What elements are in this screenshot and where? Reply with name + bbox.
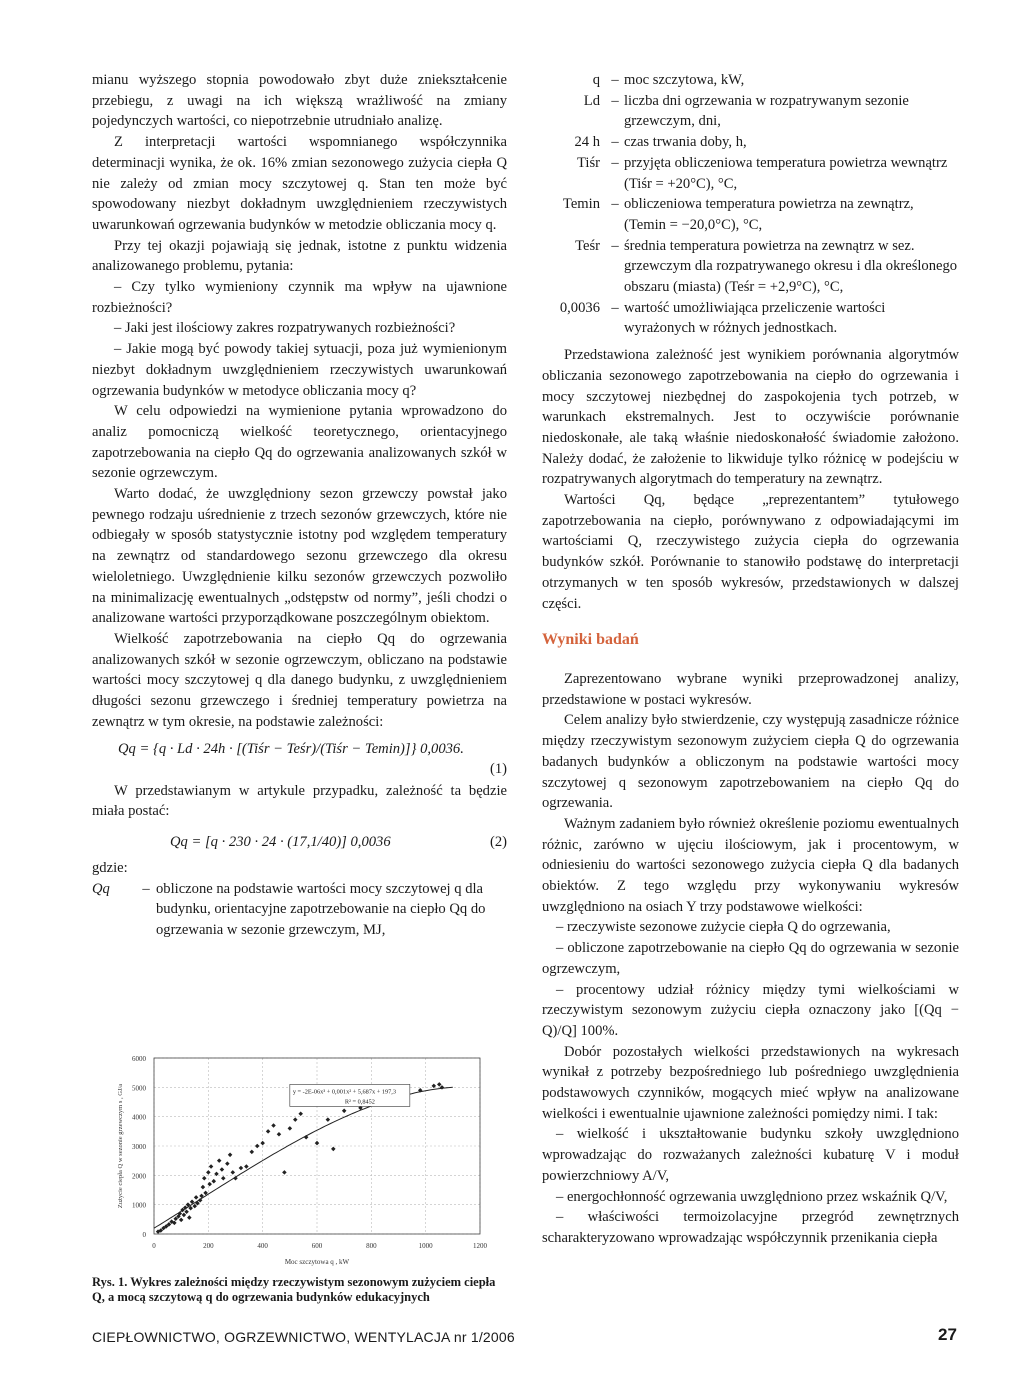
- data-point: [206, 1170, 211, 1175]
- variable-definition: Temin – obliczeniowa temperatura powietrza na zewnątrz, (Temin = −20,0°C), °C,: [542, 194, 959, 235]
- paragraph: Wielkość zapotrzebowania na ciepło Qq do ogrzewania analizowanych szkół w sezonie ogrzewczym, obliczano na podstawie wartości mocy szczytowej q dla danego budynku, z uwzględnieniem długości sezonu grzewczego i średniej temperatury powietrza na zewnątrz w tym okresie, na podstawie zależności:: [92, 630, 507, 730]
- data-point: [293, 1117, 298, 1122]
- definition-symbol: Teśr: [575, 237, 600, 254]
- data-point: [239, 1166, 244, 1171]
- right-column: [542, 70, 959, 1249]
- y-tick-label: 6000: [132, 1055, 146, 1063]
- trend-equation: y = -2E-06x³ + 0,001x² + 5,687x + 197,3: [292, 1088, 397, 1096]
- definition-symbol: Ld: [583, 92, 600, 109]
- paragraph: Zaprezentowano wybrane wyniki przeprowadzonej analizy, przedstawione w postaci wykresów.: [542, 670, 959, 708]
- x-tick-label: 200: [203, 1242, 214, 1250]
- x-tick-label: 800: [366, 1242, 377, 1250]
- definition-text: liczba dni ogrzewania w rozpatrywanym sezonie grzewczym, dni,: [624, 92, 909, 130]
- variable-definition: Ld – liczba dni ogrzewania w rozpatrywanym sezonie grzewczym, dni,: [542, 91, 959, 132]
- gdzie-label: gdzie:: [92, 859, 128, 876]
- data-point: [250, 1150, 255, 1155]
- y-tick-label: 4000: [132, 1113, 146, 1122]
- trendline: [154, 1087, 453, 1228]
- list-item: – procentowy udział różnicy między tymi wielkościami w rzeczywistym sezonowym zużyciu ciepła oznaczony jako [(Qq − Q)/Q] 100%.: [542, 981, 959, 1039]
- data-point: [209, 1164, 214, 1169]
- paragraph: Przedstawiona zależność jest wynikiem porównania algorytmów obliczania sezonowego zapotrzebowania na ciepło do ogrzewania i mocy szczytowej niezbędnej do zaspokojenia tych potrzeb, w warunkach ekstremalnych. Jest to oczywiście porównanie niedoskonałe, ale taką właśnie niedoskonałość świadomie założono. Należy dodać, że założenie to likwiduje tylko różnicę w podejściu w rozpatrywanych algorytmach do temperatury na zewnątrz.: [542, 347, 959, 488]
- y-tick-label: 2000: [132, 1172, 146, 1181]
- definition-symbol: 0,0036: [559, 299, 600, 316]
- paragraph: Wartości Qq, będące „reprezentantem” tytułowego zapotrzebowania na ciepło, porównywano z odpowiadającymi im wartościami Q, rzeczywistego zużycia ciepła do ogrzewania budynków szkół. Porównanie to stanowiło podstawę do interpretacji otrzymanych w ten sposób wykresów, przedstawionych w dalszej części.: [542, 492, 959, 612]
- formula-2-number: (2): [489, 833, 507, 850]
- data-point: [282, 1170, 287, 1175]
- definition-symbol: Temin: [562, 196, 600, 213]
- y-tick-label: 3000: [132, 1143, 146, 1151]
- variable-definition: 0,0036 – wartość umożliwiająca przeliczenie wartości wyrażonych w różnych jednostkach.: [542, 298, 959, 339]
- data-point: [244, 1164, 249, 1169]
- y-tick-label: 5000: [132, 1084, 146, 1093]
- data-point: [342, 1109, 347, 1114]
- left-column: [92, 70, 507, 941]
- data-point: [212, 1179, 217, 1184]
- definition-symbol: Qq: [92, 880, 110, 897]
- page-number: 27: [938, 1325, 957, 1344]
- definition-text: przyjęta obliczeniowa temperatura powietrza wewnątrz (Tiśr = +20°C), °C,: [624, 154, 948, 192]
- data-point: [315, 1141, 320, 1146]
- data-point: [201, 1185, 206, 1190]
- data-point: [255, 1144, 260, 1149]
- paragraph: Dobór pozostałych wielkości przedstawionych na wykresach wynikał z potrzeby bezpośredniego lub pośredniego uwzględnienia podstawowych czynników, mogących mieć wpływ na analizowane wielkości i ewentualnie ujawnione zależności pomiędzy nimi. I tak:: [542, 1043, 959, 1122]
- definition-qq: Qq – obliczone na podstawie wartości mocy szczytowej q dla budynku, orientacyjne zapotrzebowanie na ciepło Qq do ogrzewania w sezonie grzewczym, MJ,: [92, 879, 507, 941]
- variable-definitions: [542, 70, 959, 339]
- definition-text: moc szczytowa, kW,: [624, 72, 745, 88]
- question: – Czy tylko wymieniony czynnik ma wpływ na ujawnione rozbieżności?: [92, 279, 507, 316]
- paragraph: Przy tej okazji pojawiają się jednak, istotne z punktu widzenia analizowanego problemu, pytania:: [92, 237, 507, 275]
- x-tick-label: 600: [311, 1242, 323, 1250]
- question: – Jaki jest ilościowy zakres rozpatrywanych rozbieżności?: [114, 320, 456, 337]
- data-point: [221, 1176, 226, 1181]
- variable-definition: q – moc szczytowa, kW,: [542, 70, 959, 91]
- paragraph: Z interpretacji wartości wspomnianego współczynnika determinacji wynika, że ok. 16% zmian sezonowego zużycia ciepła Q nie zależy od zmian mocy szczytowej q. Stan ten może być spowodowany niezbyt dokładnym uwzględnieniem rzeczywistych uwarunkowań ogrzewania budynków w metodzie obliczania mocy q.: [92, 134, 507, 233]
- variable-definition: Teśr – średnia temperatura powietrza na zewnątrz w sez. grzewczym dla rozpatrywanego okresu i dla określonego obszaru (miasta) (Teśr = +2,9°C), °C,: [542, 236, 959, 298]
- paragraph: Ważnym zadaniem było również określenie poziomu ewentualnych różnic, zarówno w ujęciu ilościowym, jak i procentowym, w odniesieniu do wartości sezonowego zużycia ciepła Q dla badanych obiektów. Z tego względu przy wykonywaniu wykresów uwzględniono na osiach Y trzy podstawowe wielkości:: [542, 815, 959, 915]
- data-point: [437, 1082, 442, 1087]
- list-item: – właściwości termoizolacyjne przegród zewnętrznych scharakteryzowano wprowadzając współczynnik przenikania ciepła: [542, 1209, 959, 1246]
- data-point: [184, 1209, 189, 1214]
- data-point: [288, 1126, 293, 1131]
- definition-text: obliczone na podstawie wartości mocy szczytowej q dla budynku, orientacyjne zapotrzebowanie na ciepło Qq do ogrzewania w sezonie grzewczym, MJ,: [156, 880, 486, 939]
- paragraph: Warto dodać, że uwzględniony sezon grzewczy powstał jako pewnego rodzaju uśrednienie z trzech sezonów grzewczych, które nie odbiegały w sposób statystycznie istotny pod względem temperatury na zewnątrz od standardowego sezonu grzewczego dla okresu wieloletniego. Uwzględnienie kilku sezonów grzewczych pozwoliło na minimalizację ewentualnych „odstępstw od normy”, jeśli chodzi o analizowane wartości przyporządkowane poszczególnym obiektom.: [92, 486, 507, 627]
- data-point: [194, 1195, 199, 1200]
- data-point: [271, 1123, 276, 1128]
- x-tick-label: 1000: [418, 1242, 433, 1250]
- data-point: [326, 1117, 331, 1122]
- variable-definition: 24 h – czas trwania doby, h,: [542, 132, 959, 153]
- list-item: – rzeczywiste sezonowe zużycie ciepła Q do ogrzewania,: [556, 919, 891, 936]
- formula-1: [92, 739, 507, 781]
- r-squared: R² = 0,8452: [344, 1098, 375, 1106]
- x-tick-label: 400: [257, 1242, 268, 1250]
- formula-2: [92, 832, 507, 854]
- definition-symbol: 24 h: [574, 134, 600, 151]
- data-point: [228, 1153, 233, 1158]
- x-tick-label: 1200: [473, 1242, 487, 1250]
- formula-1-number: (1): [489, 760, 507, 777]
- definition-symbol: Tiśr: [577, 154, 600, 171]
- footer-journal-title: CIEPŁOWNICTWO, OGRZEWNICTWO, WENTYLACJA nr 1/2006: [92, 1329, 515, 1345]
- data-point: [192, 1204, 197, 1209]
- y-axis-label: Zużycie ciepła Q w sezonie grzewczym s , GJ/a: [117, 1083, 124, 1209]
- data-point: [331, 1147, 336, 1152]
- data-point: [266, 1129, 271, 1134]
- data-point: [277, 1132, 282, 1137]
- definition-symbol: q: [592, 72, 600, 88]
- data-point: [225, 1161, 230, 1166]
- paragraph: mianu wyższego stopnia powodowało zbyt duże zniekształcenie przebiegu, z uwagi na ich większą wrażliwość na zmiany pojedynczych wartości, co niepotrzebnie utrudniało analizę.: [92, 72, 507, 130]
- data-point: [260, 1141, 265, 1146]
- figure-1: [92, 1050, 510, 1268]
- x-tick-label: 0: [152, 1242, 156, 1250]
- definition-text: średnia temperatura powietrza na zewnątrz w sez. grzewczym dla rozpatrywanego okresu i dla określonego obszaru (miasta) (Teśr = +2,9°C), °C,: [624, 237, 958, 296]
- list-item: – obliczone zapotrzebowanie na ciepło Qq do ogrzewania w sezonie ogrzewczym,: [542, 940, 959, 977]
- question: – Jakie mogą być powody takiej sytuacji, poza już wymienionym niezbyt dokładnym uwzględnieniem rzeczywistych uwarunkowań ogrzewania budynków w metodyce obliczania mocy q?: [92, 341, 507, 399]
- x-axis-label: Moc szczytowa q , kW: [284, 1258, 350, 1266]
- formula-1-expression: Qq = {q · Ld · 24h · [(Tiśr − Teśr)/(Tiśr − Temin)]} 0,0036.: [118, 740, 464, 757]
- definition-text: wartość umożliwiająca przeliczenie wartości wyrażonych w różnych jednostkach.: [624, 299, 886, 337]
- list-item: – wielkość i ukształtowanie budynku szkoły uwzględniono wprowadzając do rozważanych zależności kubaturę V i moduł powierzchniowy A/V,: [542, 1126, 959, 1184]
- figure-caption: Rys. 1. Wykres zależności między rzeczywistym sezonowym zużyciem ciepła Q, a mocą szczytową q do ogrzewania budynków edukacyjnych: [92, 1275, 496, 1304]
- paragraph: W celu odpowiedzi na wymienione pytania wprowadzono do analiz pomocniczą wielkość teoretycznego, orientacyjnego zapotrzebowania na ciepło Qq do ogrzewania analizowanych szkół w sezonie ogrzewczym.: [92, 403, 507, 482]
- definition-text: czas trwania doby, h,: [624, 134, 747, 151]
- formula-2-expression: Qq = [q · 230 · 24 · (17,1/40)] 0,0036: [170, 833, 391, 850]
- paragraph: W przedstawianym w artykule przypadku, zależność ta będzie miała postać:: [92, 782, 507, 820]
- definition-text: obliczeniowa temperatura powietrza na zewnątrz, (Temin = −20,0°C), °C,: [624, 196, 914, 233]
- list-item: – energochłonność ogrzewania uwzględniono przez wskaźnik Q/V,: [556, 1188, 948, 1205]
- data-point: [179, 1218, 184, 1223]
- paragraph: Celem analizy było stwierdzenie, czy występują zasadnicze różnice między rzeczywistym sezonowym zużyciem ciepła Q do ogrzewania badanych budynków a obliczonym na podstawie wartości mocy szczytowej q sezonowym zapotrzebowaniem na ciepło Qq do ogrzewania.: [542, 712, 959, 812]
- y-tick-label: 1000: [132, 1201, 146, 1210]
- data-point: [298, 1111, 303, 1116]
- section-heading: Wyniki badań: [542, 631, 639, 649]
- variable-definition: Tiśr – przyjęta obliczeniowa temperatura powietrza wewnątrz (Tiśr = +20°C), °C,: [542, 153, 959, 194]
- data-point: [182, 1213, 187, 1218]
- data-point: [231, 1170, 236, 1175]
- data-point: [187, 1215, 192, 1220]
- data-point: [220, 1167, 225, 1172]
- y-tick-label: 0: [142, 1231, 146, 1239]
- data-point: [202, 1176, 207, 1181]
- data-point: [217, 1158, 222, 1163]
- scatter-chart: [92, 1050, 510, 1268]
